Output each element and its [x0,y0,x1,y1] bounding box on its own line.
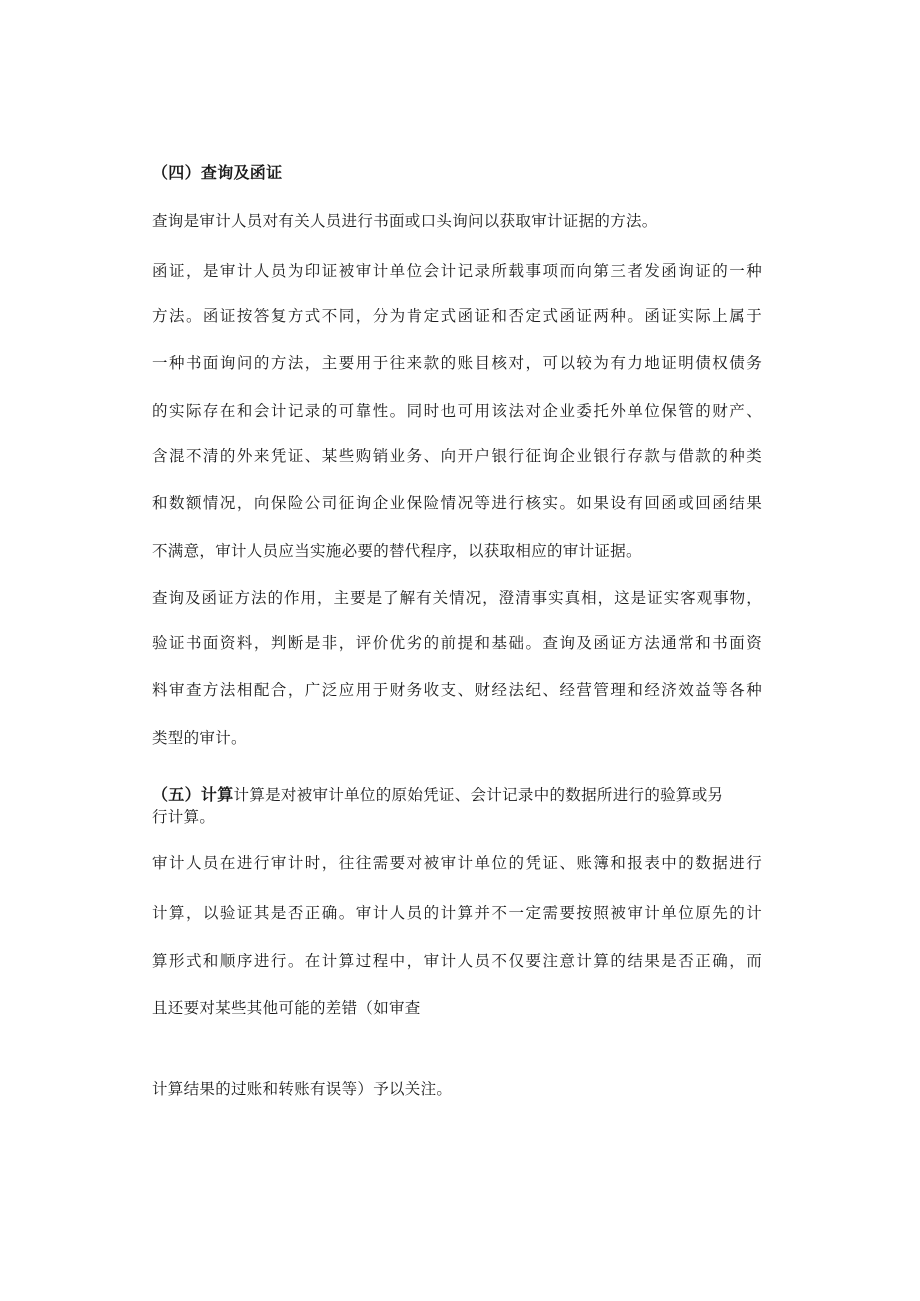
section-4-paragraph-3-line: 查询及函证方法的作用，主要是了解有关情况，澄清事实真相，这是证实客观事物， [152,589,762,607]
section-5-paragraph-2: 计算结果的过账和转账有误等）予以关注。 [152,1080,453,1098]
section-4-paragraph-2-line: 和数额情况，向保险公司征询企业保险情况等进行核实。如果设有回函或回函结果 [152,494,762,512]
section-4-paragraph-2-line: 不满意，审计人员应当实施必要的替代程序，以获取相应的审计证据。 [152,542,642,560]
section-5-paragraph-1-line: 且还要对某些其他可能的差错（如审查 [152,999,421,1017]
section-5-heading: （五）计算 [152,785,234,804]
section-4-paragraph-3-line: 类型的审计。 [152,729,247,747]
section-4-paragraph-2-line: 方法。函证按答复方式不同，分为肯定式函证和否定式函证两种。函证实际上属于 [152,307,762,325]
section-4-heading: （四）查询及函证 [152,163,283,182]
section-4-paragraph-2-line: 含混不清的外来凭证、某些购销业务、向开户银行征询企业银行存款与借款的种类 [152,447,762,465]
section-5-paragraph-1-line: 计算，以验证其是否正确。审计人员的计算并不一定需要按照被审计单位原先的计 [152,904,762,922]
section-5-heading-line-2: 行计算。 [152,808,216,826]
section-4-paragraph-2-line: 的实际存在和会计记录的可靠性。同时也可用该法对企业委托外单位保管的财产、 [152,402,762,420]
section-4-paragraph-2-line: 函证，是审计人员为印证被审计单位会计记录所载事项而向第三者发函询证的一种 [152,262,762,280]
section-5-paragraph-1-line: 审计人员在进行审计时，往往需要对被审计单位的凭证、账簿和报表中的数据进行 [152,854,762,872]
section-4-paragraph-3-line: 验证书面资料，判断是非，评价优劣的前提和基础。查询及函证方法通常和书面资 [152,634,762,652]
section-5-intro: 计算是对被审计单位的原始凭证、会计记录中的数据所进行的验算或另 [233,786,724,804]
section-4-paragraph-3-line: 料审查方法相配合，广泛应用于财务收支、财经法纪、经营管理和经济效益等各种 [152,681,762,699]
section-5-paragraph-1-line: 算形式和顺序进行。在计算过程中，审计人员不仅要注意计算的结果是否正确，而 [152,952,762,970]
section-4-paragraph-1: 查询是审计人员对有关人员进行书面或口头询问以获取审计证据的方法。 [152,212,658,230]
section-5-heading-line-1 [152,785,762,805]
section-4-paragraph-2-line: 一种书面询问的方法，主要用于往来款的账目核对，可以较为有力地证明债权债务 [152,354,762,372]
